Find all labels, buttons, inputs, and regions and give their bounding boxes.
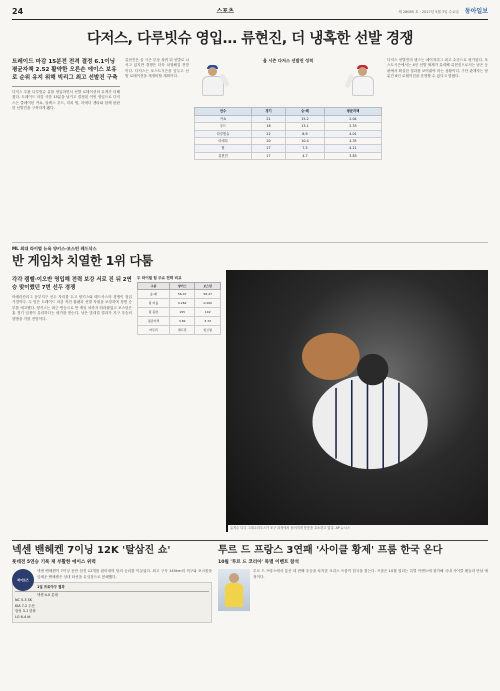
table-row xyxy=(138,299,221,308)
fallen-fielder-photo xyxy=(226,270,488,532)
table-cell: 0.260 xyxy=(195,299,221,308)
paper-name: 동아일보 xyxy=(464,8,488,16)
rangers-pitcher-photo xyxy=(344,65,382,105)
rivalry-table-column xyxy=(137,246,221,536)
table-cell: 20 xyxy=(252,137,286,144)
rivalry-left-column xyxy=(12,246,132,536)
table-cell: 마에다 xyxy=(195,137,252,144)
table-header-row xyxy=(195,108,382,115)
list-item: NC 5-3 SK xyxy=(15,598,32,603)
kbo-subhead: 롯데전 5연승 기록 재 부활한 에이스 위력 xyxy=(12,560,96,566)
table-cell: 4.01 xyxy=(324,130,381,137)
table-row xyxy=(195,130,382,137)
table-cell: 평균자책 xyxy=(138,317,170,326)
table-cell: 3.82 xyxy=(169,317,195,326)
cycling-subhead: 10월 '투르 드 코리아' 특별 이벤트 참석 xyxy=(218,560,299,566)
rivalry-story xyxy=(12,242,488,536)
table-cell: 커쇼 xyxy=(195,115,252,122)
results-box-title: 1일 프로야구 결과 xyxy=(15,585,209,591)
table-row xyxy=(195,152,382,159)
lead-left-column xyxy=(12,58,120,238)
cycling-story xyxy=(218,544,488,623)
rivalry-table-title: 두 라이벌 팀 주요 전력 비교 xyxy=(137,275,182,280)
kbo-headline: 넥센 밴헤켄 7이닝 12K '탈삼진 쇼' xyxy=(12,544,171,556)
pinstripe-uniform-shape xyxy=(312,374,427,468)
page-number: 24 xyxy=(12,7,24,17)
table-cell: 팀 홈런 xyxy=(138,308,170,317)
table-cell: 채프먼 xyxy=(169,326,195,335)
table-header-cell: 경기 xyxy=(252,108,286,115)
table-cell: 18 xyxy=(252,123,286,130)
table-cell: 102 xyxy=(195,308,221,317)
table-cell: 155 xyxy=(169,308,195,317)
section-label: 스포츠 xyxy=(216,8,234,16)
rivalry-table xyxy=(137,282,221,335)
photo-caption: 유격수 디디 그레고리우스가 포구 과정에서 넘어지며 통증을 호소하고 있다. AP 뉴시스 xyxy=(228,525,488,531)
table-cell: 승-패 xyxy=(138,290,170,299)
masthead xyxy=(12,6,488,20)
table-cell: 58-47 xyxy=(195,290,221,299)
table-cell: 4.11 xyxy=(324,145,381,152)
table-row xyxy=(138,326,221,335)
table-cell: 17 xyxy=(252,145,286,152)
table-cell: 56-47 xyxy=(169,290,195,299)
table-cell: 15-2 xyxy=(286,115,325,122)
table-cell: 22 xyxy=(252,130,286,137)
player-head-shape xyxy=(357,353,388,384)
lead-body-c: 다저스 선발진의 뎁스는 메이저리그 최고 수준으로 평가된다. 포스트시즌에서는 4인 선발 체제가 유력해 류현진으로서는 남은 등판에서 확실한 결과를 보여줘야 하는 상황이다. 구단 관계자는 당분간 6인 로테이션을 운영할 수 있다고 밝혔다. xyxy=(387,57,488,79)
table-header-cell: 양키스 xyxy=(169,283,195,290)
table-row xyxy=(138,308,221,317)
table-cell: 3.83 xyxy=(324,152,381,159)
table-cell: 류현진 xyxy=(195,152,252,159)
table-cell: 4.35 xyxy=(324,137,381,144)
table-header-row xyxy=(138,283,221,290)
lead-body-b: 류현진은 올 시즌 부상 복귀 뒤 선발로 나서고 있지만 경쟁은 더욱 치열해질 전망이다. 다저스는 포스트시즌을 앞두고 선발 로테이션을 재정비할 계획이다. xyxy=(125,57,189,79)
kbo-results-box xyxy=(12,582,212,623)
table-header-cell: 보스턴 xyxy=(195,283,221,290)
list-item: 넥센 4-0 롯데 xyxy=(37,592,58,597)
stat-box-title: 올 시즌 다저스 선발진 성적 xyxy=(262,57,314,63)
list-item: KIA 7-2 두산 xyxy=(15,603,35,608)
table-cell: 다루빗슈 xyxy=(195,130,252,137)
cyclist-photo xyxy=(218,569,250,611)
table-cell: 17 xyxy=(252,152,286,159)
lead-subhead: 트레이드 마감 15분전 전격 결정 6.1이닝 평균자책 2.52 활약한 오른손 에이스 보유로 순위 유지 위해 빅리그 최고 선발진 구축 xyxy=(12,58,120,87)
list-item: LG 6-4 kt xyxy=(15,614,31,619)
table-cell: 0.262 xyxy=(169,299,195,308)
table-row xyxy=(138,290,221,299)
issue-date: 제 28085 호 · 2017년 5월 3일 수요일 xyxy=(398,10,459,15)
table-row xyxy=(195,145,382,152)
rivalry-subhead: 각각 캠벨·이오반 영입해 전력 보강 서로 진 뒤 2연승 맞이했던 7번 선두 경쟁 xyxy=(12,276,132,291)
player-photos xyxy=(194,65,382,105)
table-cell: 21 xyxy=(252,115,286,122)
table-row xyxy=(195,123,382,130)
table-header-cell: 구분 xyxy=(138,283,170,290)
rivalry-kicker: ML 최대 라이벌 뉴욕 양키스-보스턴 레드삭스 xyxy=(12,245,97,251)
table-header-cell: 평균자책 xyxy=(324,108,381,115)
table-cell: 우드 xyxy=(195,123,252,130)
list-item: 삼성 3-1 한화 xyxy=(15,609,36,614)
bottom-stories xyxy=(12,540,488,623)
rivalry-photo-column xyxy=(226,246,488,536)
rivalry-headline: 반 게임차 치열한 1위 다툼 xyxy=(12,252,153,268)
table-cell: 2.04 xyxy=(324,115,381,122)
cycling-headline: 투르 드 프랑스 3연패 '사이클 황제' 프룸 한국 온다 xyxy=(218,544,443,556)
table-cell: 7-5 xyxy=(286,145,325,152)
kbo-story xyxy=(12,544,212,623)
table-cell: 힐 xyxy=(195,145,252,152)
table-cell: 13-1 xyxy=(286,123,325,130)
lead-body-a: 다저스 우완 다루빗슈 유를 영입하면서 선발 로테이션의 무게가 더해졌다. 트레이드 마감 시한 15분을 남기고 결정된 이번 영입으로 다저스는 클레이턴 커쇼, 알렉스 우드, 리치 힐, 마에다 겐타와 함께 탄탄한 선발진을 구축하게 됐다. xyxy=(12,89,120,111)
table-cell: 킴브럴 xyxy=(195,326,221,335)
table-row xyxy=(195,115,382,122)
lead-headline: 다저스, 다루빗슈 영입… 류현진, 더 냉혹한 선발 경쟁 xyxy=(87,31,413,47)
rivalry-body: 아메리칸리그 동부지구 선두 자리를 두고 양키스와 레드삭스의 경쟁이 점입가경이다. 두 팀은 트레이드 마감 직전 불펜과 선발 자원을 보강하며 정면 승부를 예고했다. 양키스는 최근 연승으로 반 게임 차까지 따라붙었고 보스턴은 홈 경기 일정이 유리하다는 평가를 받는다. 남은 맞대결 결과가 지구 우승의 향방을 가를 전망이다. xyxy=(12,294,132,322)
table-cell: 6-9 xyxy=(286,130,325,137)
table-row xyxy=(138,317,221,326)
dodgers-pitcher-photo xyxy=(194,65,232,105)
lead-story xyxy=(12,58,488,238)
lead-stat-box xyxy=(194,58,382,238)
baseball-glove-shape xyxy=(302,332,360,379)
fielder-illustration xyxy=(226,270,488,532)
table-cell: 3.72 xyxy=(195,317,221,326)
table-header-cell: 승-패 xyxy=(286,108,325,115)
table-cell: 마무리 xyxy=(138,326,170,335)
table-cell: 팀 타율 xyxy=(138,299,170,308)
table-row xyxy=(195,137,382,144)
table-header-cell: 선수 xyxy=(195,108,252,115)
cycling-body: 투르 드 프랑스에서 통산 네 번째 우승을 차지한 크리스 프룸이 한국을 찾는다. 프룸은 10월 열리는 특별 이벤트에 참가해 국내 사이클 팬들과 만날 예정이다. xyxy=(253,569,488,579)
table-cell: 10-4 xyxy=(286,137,325,144)
heroes-logo: 히어로즈 xyxy=(12,569,34,591)
table-cell: 2.33 xyxy=(324,123,381,130)
kbo-body: 넥센 밴헤켄이 7이닝 동안 삼진 12개를 잡아내며 팀의 승리를 이끌었다. 최고 구속 145km의 직구와 포크볼을 앞세운 밴헤켄은 상대 타선을 무실점으로 봉쇄했다. xyxy=(37,569,212,579)
table-cell: 4-7 xyxy=(286,152,325,159)
rotation-stats-table xyxy=(194,107,382,160)
